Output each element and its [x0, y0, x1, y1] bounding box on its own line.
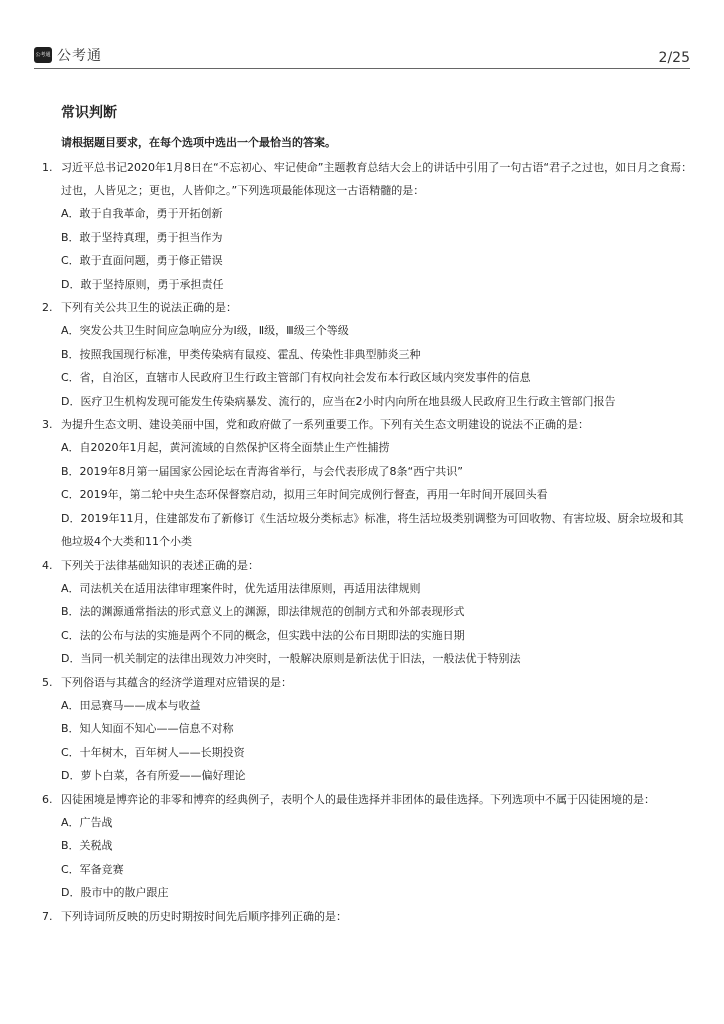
- question-text: 为提升生态文明、建设美丽中国，党和政府做了一系列重要工作。下列有关生态文明建设的说法不正确的是：: [61, 418, 589, 431]
- option-A: A．突发公共卫生时间应急响应分为Ⅰ级，Ⅱ级，Ⅲ级三个等级: [61, 324, 349, 337]
- document-body: [42, 103, 694, 928]
- question-5: [42, 671, 694, 788]
- question-number: 6.: [42, 792, 53, 806]
- question-text: 下列有关公共卫生的说法正确的是：: [61, 301, 237, 314]
- option-C: C．敢于直面问题，勇于修正错误: [61, 254, 223, 267]
- option-D: D．当同一机关制定的法律出现效力冲突时，一般解决原则是新法优于旧法，一般法优于特别法: [61, 652, 521, 665]
- question-text: 习近平总书记2020年1月8日在“不忘初心、牢记使命”主题教育总结大会上的讲话中引用了一句古语“君子之过也，如日月之食焉：过也，人皆见之；更也，人皆仰之。”下列选项最能体现这一古语精髓的是：: [61, 161, 693, 197]
- question-text: 下列诗词所反映的历史时期按时间先后顺序排列正确的是：: [61, 909, 347, 923]
- question-7: [42, 905, 694, 928]
- option-D: D．2019年11月，住建部发布了新修订《生活垃圾分类标志》标准，将生活垃圾类别调整为可回收物、有害垃圾、厨余垃圾和其他垃圾4个大类和11个小类: [61, 511, 684, 548]
- logo-mark: 公考通: [34, 47, 52, 63]
- question-1: [42, 156, 694, 296]
- question-number: 5.: [42, 675, 53, 689]
- option-C: C．法的公布与法的实施是两个不同的概念，但实践中法的公布日期即法的实施日期: [61, 628, 465, 642]
- section-instruction: 请根据题目要求，在每个选项中选出一个最恰当的答案。: [61, 136, 336, 149]
- question-number: 2.: [42, 301, 53, 314]
- question-6: [42, 788, 694, 905]
- option-D: D．医疗卫生机构发现可能发生传染病暴发、流行的，应当在2小时内向所在地县级人民政府卫生行政主管部门报告: [61, 394, 616, 408]
- option-B: B．按照我国现行标准，甲类传染病有鼠疫、霍乱、传染性非典型肺炎三种: [61, 347, 421, 361]
- question-4: [42, 554, 694, 671]
- option-B: B．关税战: [61, 839, 113, 852]
- question-text: 囚徒困境是博弈论的非零和博弈的经典例子，表明个人的最佳选择并非团体的最佳选择。下列选项中不属于囚徒困境的是：: [61, 792, 655, 806]
- question-stem: [42, 905, 694, 928]
- option-C: C．2019年，第二轮中央生态环保督察启动，拟用三年时间完成例行督查，再用一年时间开展回头看: [61, 488, 548, 501]
- section-title: 常识判断: [61, 105, 117, 121]
- option-C: C．军备竞赛: [61, 862, 124, 876]
- question-number: 1.: [42, 161, 53, 174]
- question-stem: [42, 671, 694, 694]
- question-text: 下列关于法律基础知识的表述正确的是：: [61, 558, 259, 572]
- option-B: B．2019年8月第一届国家公园论坛在青海省举行，与会代表形成了8条“西宁共识”: [61, 464, 463, 478]
- question-list: [42, 156, 694, 928]
- question-stem: [42, 554, 694, 577]
- question-number: 3.: [42, 418, 53, 431]
- option-B: B．敢于坚持真理，勇于担当作为: [61, 230, 223, 244]
- option-C: C．十年树木，百年树人——长期投资: [61, 745, 245, 759]
- option-D: D．敢于坚持原则，勇于承担责任: [61, 277, 224, 291]
- question-stem: [42, 413, 694, 436]
- option-B: B．法的渊源通常指法的形式意义上的渊源，即法律规范的创制方式和外部表现形式: [61, 605, 465, 618]
- logo: [34, 45, 102, 65]
- option-A: A．司法机关在适用法律审理案件时，优先适用法律原则，再适用法律规则: [61, 581, 421, 595]
- option-D: D．股市中的散户跟庄: [61, 886, 169, 899]
- question-3: [42, 413, 694, 554]
- question-stem: [42, 296, 694, 319]
- page-number: 2/25: [658, 50, 690, 66]
- question-stem: [42, 788, 694, 811]
- page-header: [34, 42, 690, 69]
- option-B: B．知人知面不知心——信息不对称: [61, 722, 234, 735]
- option-A: A．自2020年1月起，黄河流域的自然保护区将全面禁止生产性捕捞: [61, 441, 390, 454]
- option-C: C．省，自治区，直辖市人民政府卫生行政主管部门有权向社会发布本行政区域内突发事件的信息: [61, 371, 531, 384]
- option-D: D．萝卜白菜，各有所爱——偏好理论: [61, 769, 246, 782]
- question-number: 4.: [42, 558, 53, 572]
- question-text: 下列俗语与其蕴含的经济学道理对应错误的是：: [61, 675, 292, 689]
- question-number: 7.: [42, 909, 53, 923]
- option-A: A．田忌赛马——成本与收益: [61, 698, 201, 712]
- option-A: A．广告战: [61, 815, 113, 829]
- option-A: A．敢于自我革命，勇于开拓创新: [61, 207, 223, 220]
- question-2: [42, 296, 694, 413]
- app-name: 公考通: [57, 48, 102, 64]
- question-stem: [42, 156, 694, 202]
